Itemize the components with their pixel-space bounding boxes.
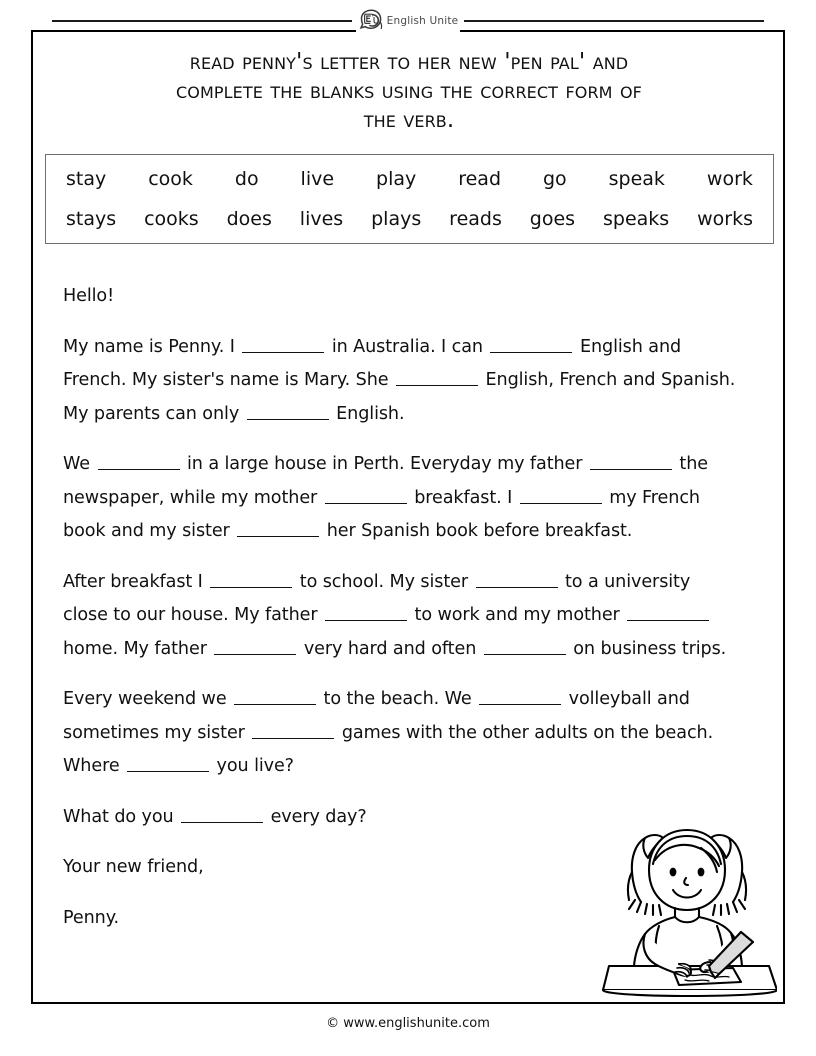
- paragraph-3-segment-a: After breakfast I: [63, 571, 203, 592]
- letter-text: [63, 280, 739, 935]
- word-bank-item[interactable]: work: [706, 168, 753, 190]
- greeting-text: Hello!: [63, 286, 115, 306]
- brand-name-label: English Unite: [386, 15, 459, 27]
- word-bank-item[interactable]: works: [697, 208, 753, 230]
- paragraph-3-segment-f: very hard and often: [303, 638, 477, 659]
- answer-blank[interactable]: [242, 336, 324, 353]
- answer-blank[interactable]: [396, 369, 478, 386]
- answer-blank[interactable]: [181, 806, 263, 823]
- paragraph-2-segment-a: We: [63, 454, 90, 474]
- word-bank-item[interactable]: lives: [299, 208, 344, 230]
- answer-blank[interactable]: [627, 604, 709, 621]
- brand-logo: [356, 9, 461, 33]
- paragraph-3-segment-c: to a university close to our house. My father: [63, 571, 691, 625]
- paragraph-2-segment-c: the newspaper, while my mother: [63, 454, 708, 508]
- header-rule-left: [52, 20, 352, 22]
- page-title-line-3: the verb.: [363, 107, 455, 133]
- answer-blank[interactable]: [484, 638, 566, 655]
- letter-greeting: [63, 280, 739, 314]
- letter-signature: [63, 902, 739, 936]
- word-bank-row-third-person: [46, 199, 773, 239]
- paragraph-4-segment-b: to the beach. We: [323, 689, 472, 709]
- signature-text: Penny.: [63, 907, 120, 928]
- answer-blank[interactable]: [520, 487, 602, 504]
- worksheet-frame: [31, 30, 785, 1004]
- page-title-line-2: complete the blanks using the correct form of: [176, 78, 642, 104]
- page-title: [59, 48, 759, 135]
- word-bank-item[interactable]: speak: [608, 168, 665, 190]
- letter-paragraph-3: [63, 566, 739, 667]
- paragraph-3-segment-e: home. My father: [63, 638, 207, 659]
- paragraph-3-segment-b: to school. My sister: [299, 571, 468, 592]
- paragraph-2-segment-e: my French book and my sister: [63, 487, 700, 541]
- letter-paragraph-4: [63, 683, 739, 784]
- word-bank-item[interactable]: read: [458, 168, 502, 190]
- paragraph-4-segment-d: games with the other adults on the beach. Where: [63, 722, 714, 776]
- answer-blank[interactable]: [325, 487, 407, 504]
- paragraph-1-segment-b: in Australia. I can: [331, 336, 483, 357]
- word-bank-item[interactable]: plays: [371, 208, 422, 230]
- answer-blank[interactable]: [214, 638, 296, 655]
- word-bank-item[interactable]: goes: [529, 208, 576, 230]
- answer-blank[interactable]: [127, 755, 209, 772]
- word-bank-item[interactable]: does: [226, 208, 272, 230]
- letter-closing: [63, 851, 739, 885]
- word-bank-item[interactable]: do: [234, 168, 259, 190]
- paragraph-4-segment-a: Every weekend we: [63, 689, 227, 709]
- word-bank-box: [45, 154, 774, 244]
- page-title-line-1: read penny's letter to her new 'pen pal' and: [189, 49, 629, 75]
- word-bank-item[interactable]: play: [376, 168, 417, 190]
- answer-blank[interactable]: [476, 571, 558, 588]
- word-bank-item[interactable]: stay: [66, 168, 107, 190]
- paragraph-1-segment-d: English, French and Spanish. My parents can only: [63, 370, 736, 424]
- answer-blank[interactable]: [98, 453, 180, 470]
- paragraph-5-segment-b: every day?: [270, 806, 367, 827]
- answer-blank[interactable]: [325, 604, 407, 621]
- word-bank-item[interactable]: cook: [148, 168, 193, 190]
- paragraph-3-segment-g: on business trips.: [573, 638, 727, 659]
- paragraph-2-segment-b: in a large house in Perth. Everyday my father: [187, 454, 583, 474]
- word-bank-row-base: [46, 159, 773, 199]
- paragraph-3-segment-d: to work and my mother: [414, 605, 620, 625]
- paragraph-1-segment-c: English and French. My sister's name is Mary. She: [63, 336, 682, 390]
- answer-blank[interactable]: [252, 722, 334, 739]
- answer-blank[interactable]: [479, 688, 561, 705]
- word-bank-item[interactable]: reads: [449, 208, 502, 230]
- answer-blank[interactable]: [490, 336, 572, 353]
- paragraph-1-segment-a: My name is Penny. I: [63, 336, 235, 357]
- header-rule-right: [464, 20, 764, 22]
- paragraph-1-segment-e: English.: [336, 403, 405, 424]
- letter-paragraph-5: [63, 801, 739, 835]
- paragraph-2-segment-f: her Spanish book before breakfast.: [326, 521, 633, 541]
- word-bank-item[interactable]: go: [542, 168, 567, 190]
- paragraph-5-segment-a: What do you: [63, 806, 174, 827]
- word-bank-item[interactable]: cooks: [144, 208, 199, 230]
- word-bank-item[interactable]: live: [300, 168, 335, 190]
- answer-blank[interactable]: [234, 688, 316, 705]
- closing-text: Your new friend,: [63, 857, 204, 877]
- answer-blank[interactable]: [590, 453, 672, 470]
- word-bank-item[interactable]: speaks: [602, 208, 670, 230]
- answer-blank[interactable]: [247, 403, 329, 420]
- paragraph-2-segment-d: breakfast. I: [414, 487, 513, 508]
- word-bank-item[interactable]: stays: [66, 208, 117, 230]
- answer-blank[interactable]: [210, 571, 292, 588]
- leaf-eu-logo-icon: [358, 9, 384, 33]
- letter-paragraph-2: [63, 448, 739, 549]
- answer-blank[interactable]: [237, 520, 319, 537]
- letter-paragraph-1: [63, 331, 739, 432]
- paragraph-4-segment-e: you live?: [216, 756, 294, 776]
- paragraph-4-segment-c: volleyball and sometimes my sister: [63, 689, 690, 743]
- footer-credit: © www.englishunite.com: [326, 1016, 490, 1031]
